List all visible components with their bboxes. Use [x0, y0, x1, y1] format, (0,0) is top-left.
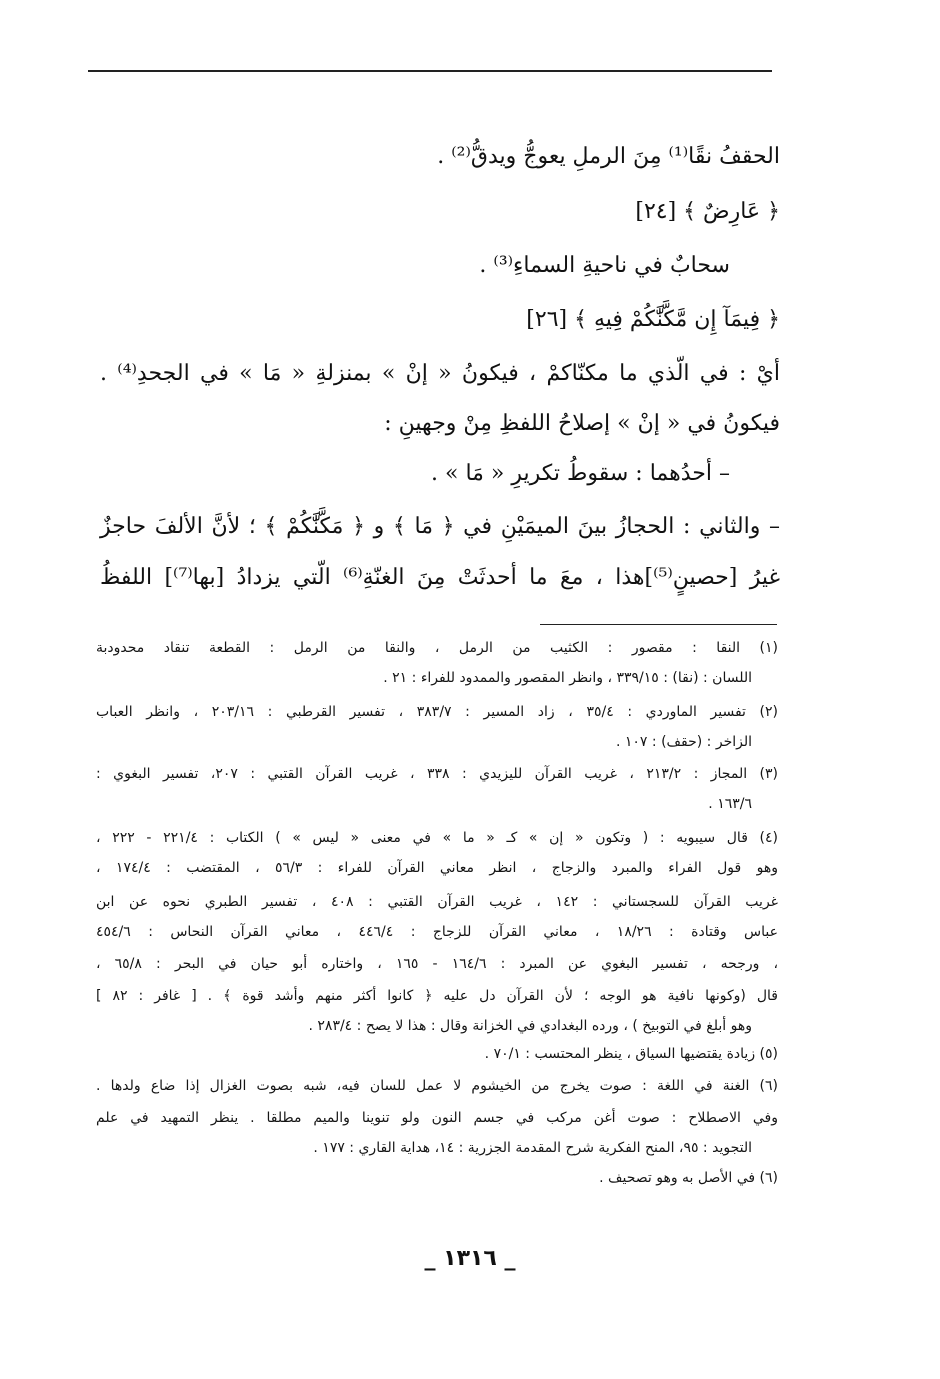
footnote-6-line-1: (٦) الغنة في اللغة : صوت يخرج من الخيشوم لا عمل للسان فيه، شبه بصوت الغزال إذا ضاع ولدها . [96, 1078, 778, 1094]
main-line-7: – أحدُهما : سقوطُ تكريرِ « مَا » . [431, 461, 730, 486]
footnote-6-line-3: التجويد : ٩٥، المنح الفكرية شرح المقدمة الجزرية : ١٤، هداية القاري : ١٧٧ . [313, 1140, 752, 1156]
footnote-3-line-1: (٣) المجاز : ٢١٣/٢ ، غريب القرآن لليزيدي : ٣٣٨ ، غريب القرآن القتبي : ٢٠٧، تفسير البغوي : [96, 766, 779, 782]
footnote-1-line-1: (١) النقا : مقصور : الكثيب من الرمل ، والنقا من الرمل : القطعة تنقاد محدودبة [96, 640, 778, 656]
footnote-4-line-7: وهو أبلغ في التوبيخ ) ، ورده البغدادي في الخزانة وقال : هذا لا يصح : ٢٨٣/٤ . [308, 1018, 752, 1034]
footnote-2-line-1: (٢) تفسير الماوردي : ٣٥/٤ ، زاد المسير : ٣٨٣/٧ ، تفسير القرطبي : ٢٠٣/١٦ ، وانظر العباب [96, 704, 779, 720]
footnote-4-line-2: وهو قول الفراء والمبرد والزجاج ، انظر معاني القرآن للفراء : ٥٦/٣ ، المقتضب : ١٧٤/٤ ، [96, 860, 778, 876]
main-line-6: فيكونُ في « إنْ » إصلاحُ اللفظِ مِنْ وجهينِ : [384, 411, 780, 436]
main-line-3: سحابٌ في ناحيةِ السماءِ⁽³⁾ . [479, 253, 730, 278]
footnote-4-line-6: قال (وكونها نافية هو الوجه ؛ لأن القرآن دل عليه ﴿ كانوا أكثر منهم وأشد قوة ﴾ . [ غافر : ٨٢ ] [96, 988, 778, 1004]
footnote-6-line-2: وفي الاصطلاح : صوت أغن مركب في جسم النون ولو تنوينا والميم مطلقا . ينظر التمهيد في علم [96, 1110, 778, 1126]
header-rule [88, 70, 772, 72]
main-line-8: – والثاني : الحجازُ بينَ الميمَيْنِ في ﴿ مَا ﴾ و ﴿ مَكَّنَّٰكُمْ ﴾ ؛ لأنَّ الألفَ حاجزٌ [100, 514, 780, 539]
main-line-9: غيرُ [حصينٍ⁽⁵⁾]هذا ، معَ ما أحدثَتْ مِنَ الغنّةِ⁽⁶⁾ الّتي يزدادُ [بها⁽⁷⁾] اللفظُ [100, 565, 780, 590]
footnote-1-line-2: اللسان : (نقا) : ٣٣٩/١٥ ، وانظر المقصور والممدود للفراء : ٢١ . [383, 670, 752, 686]
quran-citation-fima: ﴿ فِيمَآ إِن مَّكَّنَّٰكُمْ فِيهِ ﴾ [٢٦] [526, 307, 780, 332]
main-line-1: الحقفُ نقًا⁽¹⁾ مِنَ الرملِ يعوجُّ ويدقُّ⁽²⁾ . [437, 144, 780, 169]
footnote-5: (٥) زيادة يقتضيها السياق ، ينظر المحتسب : ٧٠/١ . [484, 1046, 778, 1062]
footnote-4-line-5: ، ورجحه ، تفسير البغوي عن المبرد : ١٦٤/٦ - ١٦٥ ، واختاره أبو حيان في البحر : ٦٥/٨ ، [96, 956, 779, 972]
main-line-5: أيْ : في الّذي ما مكنّاكمْ ، فيكونُ « إنْ » بمنزلةِ « مَا » في الجحدِ⁽⁴⁾ . [100, 361, 780, 386]
footnote-2-line-2: الزاخر : (حقف) : ١٠٧ . [615, 734, 752, 750]
quran-citation-aarid: ﴿ عَارِضٌ ﴾ [٢٤] [635, 199, 780, 224]
footnote-4-line-4: عباس وقتادة : ١٨/٢٦ ، معاني القرآن للزجاج : ٤٤٦/٤ ، معاني القرآن النحاس : ٤٥٤/٦ [96, 924, 778, 940]
page-number: _ ١٣١٦ _ [424, 1246, 516, 1271]
footnote-7: (٦) في الأصل به وهو تصحيف . [599, 1170, 778, 1186]
footnote-4-line-3: غريب القرآن للسجستاني : ١٤٢ ، غريب القرآن القتبي : ٤٠٨ ، تفسير الطبري نحوه عن ابن [96, 894, 778, 910]
footnote-4-line-1: (٤) قال سيبويه : ( وتكون « إن » كـ « ما » في معنى « ليس » ) الكتاب : ٢٢١/٤ - ٢٢٢ ، [96, 830, 779, 846]
footnote-3-line-2: ١٦٣/٦ . [708, 796, 752, 812]
footnote-separator [540, 624, 777, 625]
